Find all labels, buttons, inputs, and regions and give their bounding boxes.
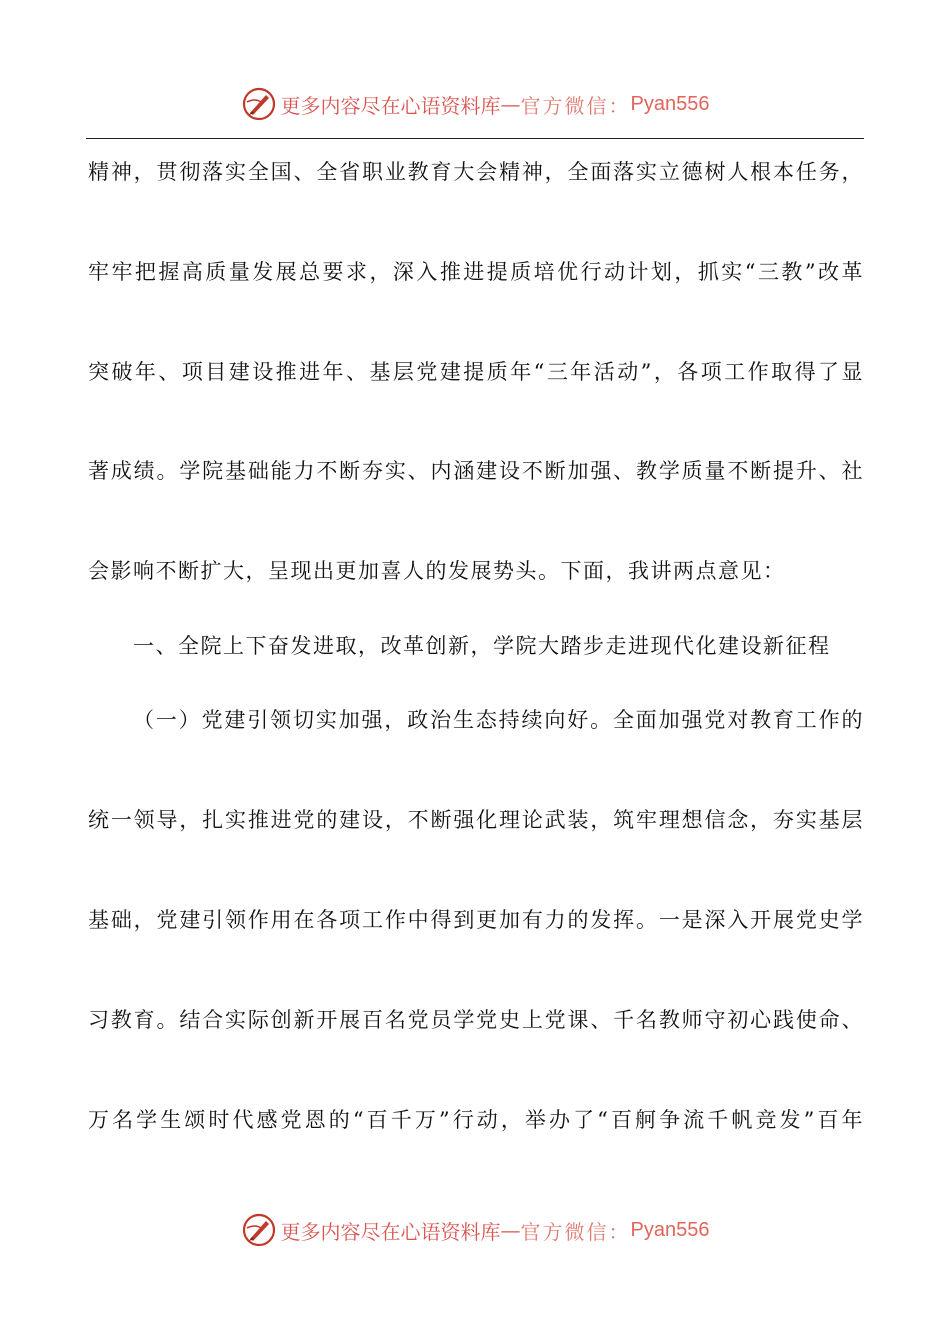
body-line: 基础，党建引领作用在各项工作中得到更加有力的发挥。一是深入开展党史学	[88, 908, 864, 932]
body-line: 突破年、项目建设推进年、基层党建提质年“三年活动”，各项工作取得了显	[88, 360, 864, 384]
body-line: 统一领导，扎实推进党的建设，不断强化理论武装，筑牢理想信念，夯实基层	[88, 808, 864, 832]
header-wechat-label: 官方微信：	[520, 93, 631, 118]
body-line: 万名学生颂时代感党恩的“百千万”行动，举办了“百舸争流千帆竞发”百年	[88, 1108, 864, 1132]
body-line: 会影响不断扩大，呈现出更加喜人的发展势头。下面，我讲两点意见：	[88, 559, 786, 583]
pen-logo-icon	[241, 86, 277, 122]
subsection-line: （一）党建引领切实加强，政治生态持续向好。全面加强党对教育工作的	[133, 708, 864, 732]
body-line: 牢牢把握高质量发展总要求，深入推进提质培优行动计划，抓实“三教”改革	[88, 260, 864, 284]
body-line: 精神，贯彻落实全国、全省职业教育大会精神，全面落实立德树人根本任务，	[88, 160, 864, 184]
footer-separator: —	[500, 1218, 521, 1242]
header-separator: —	[500, 92, 521, 116]
body-line: 习教育。结合实际创新开展百名党员学党史上党课、千名教师守初心践使命、	[88, 1008, 864, 1032]
header-wechat-id: Pyan556	[630, 92, 710, 115]
footer-wechat-id: Pyan556	[630, 1218, 710, 1241]
pen-logo-icon	[241, 1212, 277, 1248]
footer-title: 更多内容尽在心语资料库	[280, 1219, 501, 1244]
header-title: 更多内容尽在心语资料库	[280, 93, 501, 118]
body-line: 著成绩。学院基础能力不断夯实、内涵建设不断加强、教学质量不断提升、社	[88, 459, 864, 483]
header-rule	[86, 138, 864, 139]
footer-wechat-label: 官方微信：	[520, 1219, 631, 1244]
footer-banner	[0, 1210, 950, 1250]
section-heading: 一、全院上下奋发进取，改革创新，学院大踏步走进现代化建设新征程	[133, 634, 831, 658]
header-banner	[0, 84, 950, 124]
